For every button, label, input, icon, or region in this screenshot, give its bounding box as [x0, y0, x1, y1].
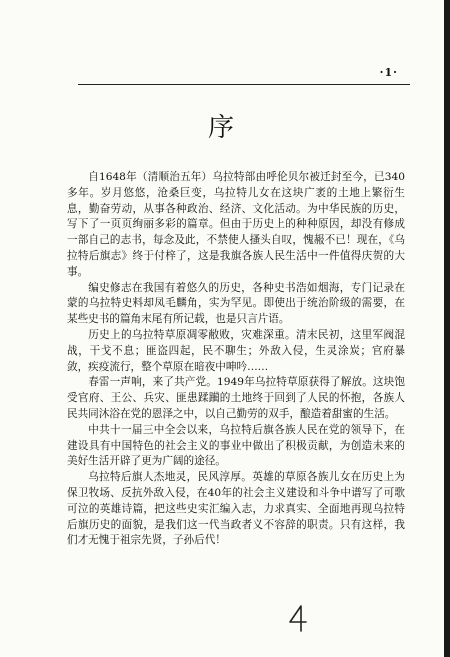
paragraph-6: 乌拉特后旗人杰地灵，民风淳厚。英雄的草原各族儿女在历史上为保卫牧场、反抗外敌入侵，在40年的社会主义建设和斗争中谱写了可歌可泣的英雄诗篇，把这些史实汇编入志，力求真实、全面地再现乌拉特后旗历史的面貌，是我们这一代当政者义不容辞的职责。只有这样，我们才无愧于祖宗先贤，子孙后代！: [67, 471, 405, 547]
paragraph-3: 历史上的乌拉特草原凋零敝败，灾难深重。清末民初，这里军阀混战，干戈不息；匪盗四起，民不聊生；外敌入侵，生灵涂炭；官府暴敛，疾疫流行，整个草原在暗夜中呻吟……: [67, 328, 405, 373]
handwritten-number-4: [287, 604, 309, 632]
page-number: ·1·: [379, 66, 398, 79]
preface-body: [67, 170, 405, 549]
paragraph-4: 春雷一声响，来了共产党。1949年乌拉特草原获得了解放。这块饱受官府、王公、兵灾、匪患蹂躏的土地终于回到了人民的怀抱，各族人民共同沐浴在党的恩泽之中，以自己勤劳的双手，酿造着甜蜜的生活。: [67, 376, 405, 420]
page-title: 序: [207, 113, 236, 143]
paragraph-1: 自1648年（清顺治五年）乌拉特部由呼伦贝尔被迁封至今，已340多年。岁月悠悠，沧桑巨变，乌拉特儿女在这块广袤的土地上繁衍生息，勤奋劳动，从事各种政治、经济、文化活动。为中华民族的历史，写下了一页页绚丽多彩的篇章。但由于历史上的种种原因，却没有修成一部自己的志书，每念及此，不禁使人搔头自叹，愧赧不已！现在，《乌拉特后旗志》终于付梓了，这是我旗各族人民生活中一件值得庆贺的大事。: [67, 171, 405, 278]
paragraph-2: 编史修志在我国有着悠久的历史，各种史书浩如烟海，专门记录在蒙的乌拉特史料却凤毛麟角，实为罕见。即使出于统治阶级的需要，在某些史书的篇角末尾有所记载，也是只言片语。: [67, 281, 405, 326]
paragraph-5: 中共十一届三中全会以来，乌拉特后旗各族人民在党的领导下，在建设具有中国特色的社会主义的事业中做出了积极贡献，为创造未来的美好生活开辟了更为广阔的途径。: [67, 423, 405, 468]
header-rule: [78, 84, 410, 85]
